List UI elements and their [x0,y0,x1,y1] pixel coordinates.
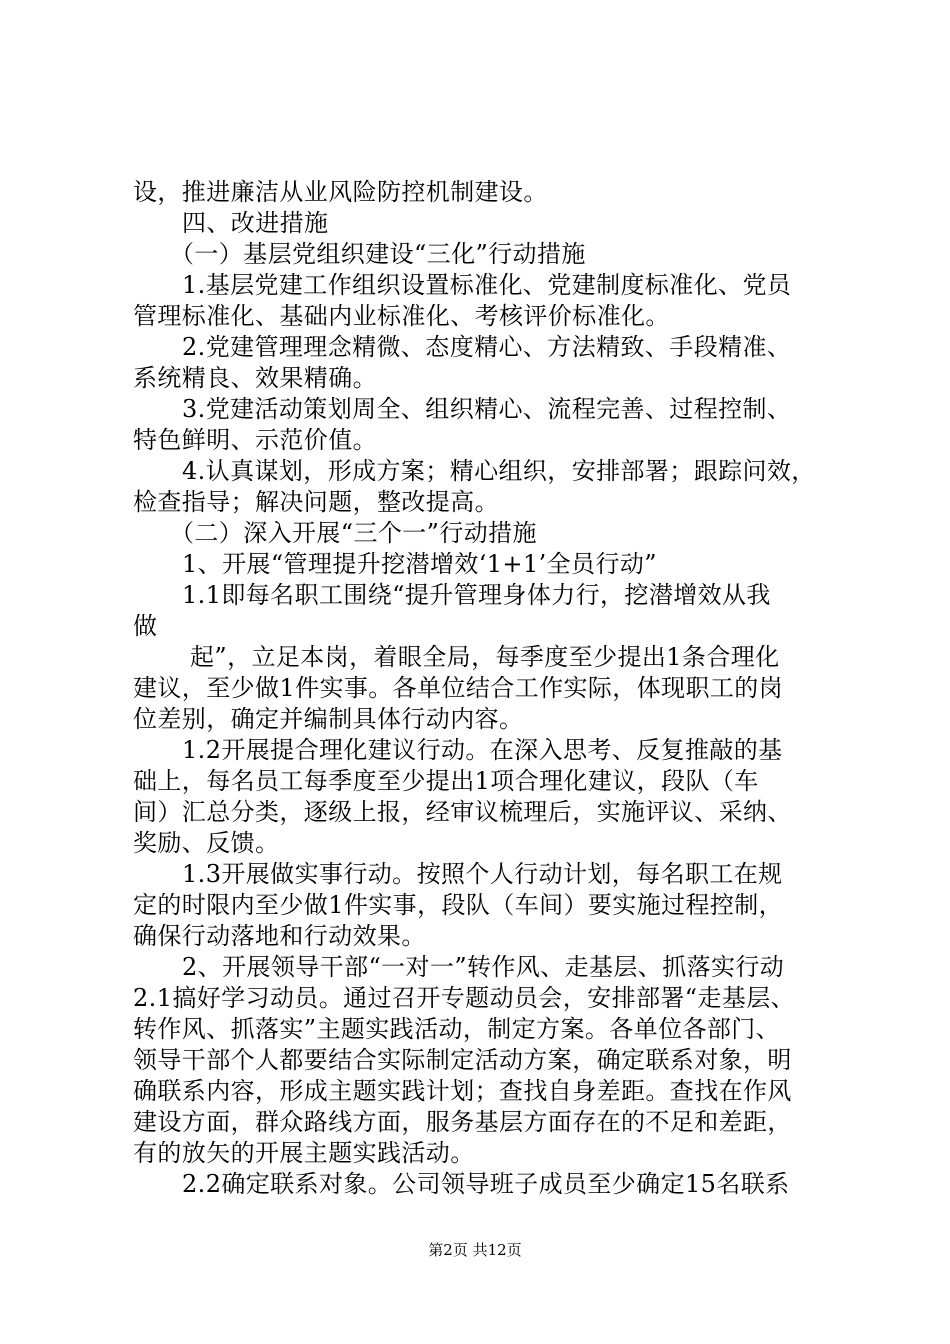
text-line: 管理标准化、基础内业标准化、考核评价标准化。 [133,302,670,330]
text-line: 1、开展“管理提升挖潜增效‘1+1’全员行动” [182,550,657,578]
text-line: 建设方面，群众路线方面，服务基层方面存在的不足和差距， [133,1108,792,1136]
text-line: 1.1即每名职工围绕“提升管理身体力行，挖潜增效从我 [182,581,771,609]
text-line: 2.1搞好学习动员。通过召开专题动员会，安排部署“走基层、 [133,984,796,1012]
text-line: 1.3开展做实事行动。按照个人行动计划，每名职工在规 [182,860,783,888]
text-line: 定的时限内至少做1件实事，段队（车间）要实施过程控制， [133,891,784,919]
text-line: 有的放矢的开展主题实践活动。 [133,1139,475,1167]
page-number-footer: 第2页 共12页 [428,1241,522,1259]
subsection-heading: （一）基层党组织建设“三化”行动措施 [170,240,586,268]
text-line: 位差别，确定并编制具体行动内容。 [133,705,524,733]
text-line: 建议，至少做1件实事。各单位结合工作实际，体现职工的岗 [133,674,784,702]
text-line: 2.党建管理理念精微、态度精心、方法精致、手段精准、 [182,333,792,361]
text-line: 确保行动落地和行动效果。 [133,922,426,950]
text-line: 领导干部个人都要结合实际制定活动方案，确定联系对象，明 [133,1046,792,1074]
text-line: 奖励、反馈。 [133,829,280,857]
text-line: 间）汇总分类，逐级上报，经审议梳理后，实施评议、采纳、 [133,798,792,826]
subsection-heading: （二）深入开展“三个一”行动措施 [170,519,537,547]
text-line: 确联系内容，形成主题实践计划；查找自身差距。查找在作风 [133,1077,792,1105]
text-line: 起”，立足本岗，着眼全局，每季度至少提出1条合理化 [190,643,780,671]
text-line: 础上，每名员工每季度至少提出1项合理化建议，段队（车 [133,767,759,795]
text-line: 转作风、抓落实”主题实践活动，制定方案。各单位各部门、 [133,1015,781,1043]
text-line: 1.2开展提合理化建议行动。在深入思考、反复推敲的基 [182,736,783,764]
text-line: 2、开展领导干部“一对一”转作风、走基层、抓落实行动 [182,953,785,981]
text-line: 3.党建活动策划周全、组织精心、流程完善、过程控制、 [182,395,792,423]
text-line: 做 [133,612,158,640]
text-line: 检查指导；解决问题，整改提高。 [133,488,499,516]
text-line: 设，推进廉洁从业风险防控机制建设。 [133,178,548,206]
text-line: 2.2确定联系对象。公司领导班子成员至少确定15名联系 [182,1170,790,1198]
text-line: 1.基层党建工作组织设置标准化、党建制度标准化、党员 [182,271,792,299]
text-line: 系统精良、效果精确。 [133,364,377,392]
section-heading: 四、改进措施 [182,209,329,237]
text-line: 特色鲜明、示范价值。 [133,426,377,454]
text-line: 4.认真谋划，形成方案；精心组织，安排部署；跟踪问效， [182,457,816,485]
